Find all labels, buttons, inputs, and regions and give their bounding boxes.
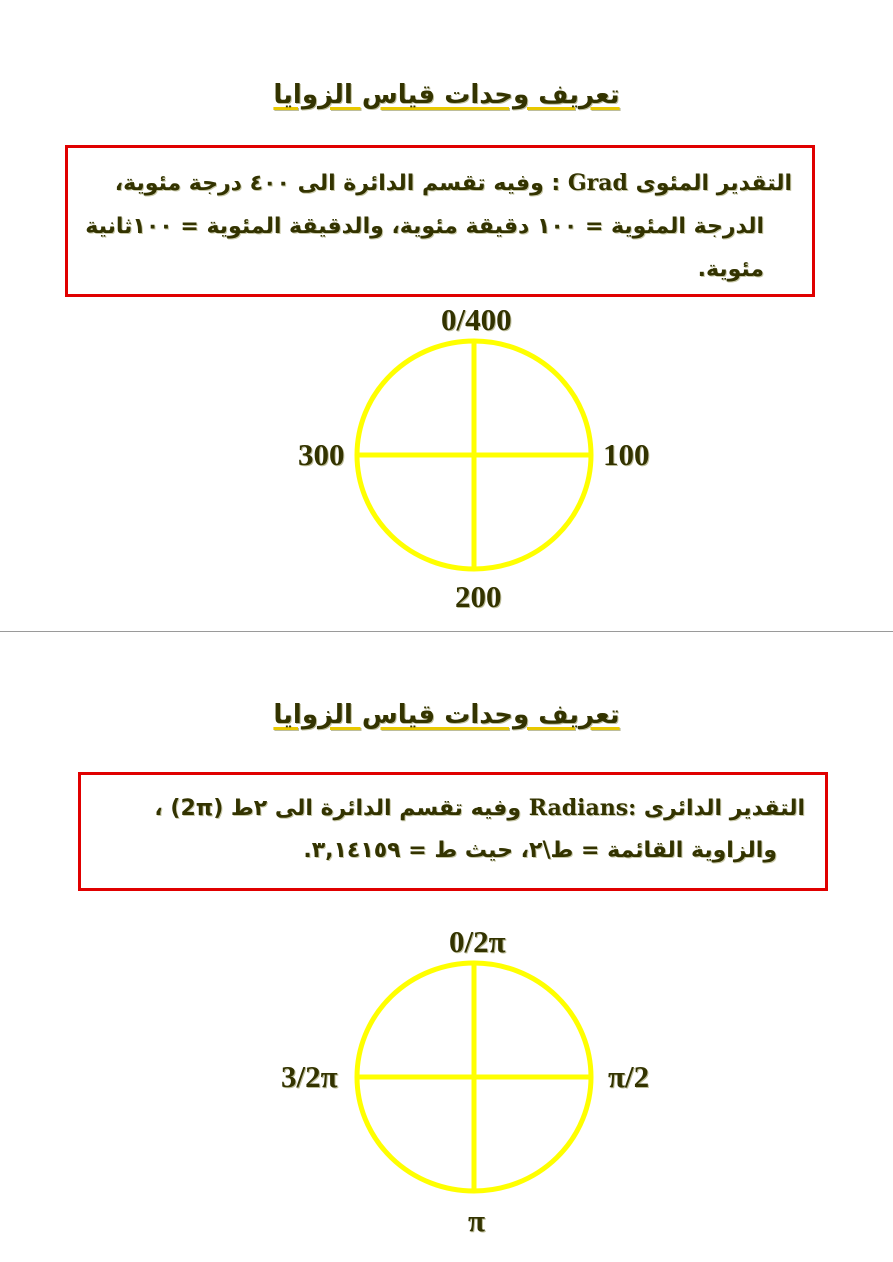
slide-title-text: تعريف وحدات قياس الزوايا: [273, 700, 620, 730]
definition-box: [78, 772, 828, 891]
label-left: 3/2π: [281, 1059, 338, 1094]
label-left: 300: [298, 437, 345, 472]
radians-circle-diagram: [350, 957, 600, 1197]
definition-line-1: [97, 787, 805, 830]
definition-line-2: الدرجة المئوية = ١٠٠ دقيقة مئوية، والدقيقة المئوية = ١٠٠ثانية: [85, 214, 764, 239]
slide-radians: [0, 632, 893, 1262]
slide-title: [0, 80, 893, 110]
definition-suffix: وفيه تقسم الدائرة الى ٢ط (2π) ،: [154, 796, 522, 821]
definition-prefix: التقدير الدائرى: [643, 796, 805, 821]
definition-suffix: : وفيه تقسم الدائرة الى ٤٠٠ درجة مئوية،: [114, 171, 561, 196]
definition-line-3: مئوية.: [697, 257, 764, 282]
grad-circle-diagram: [350, 335, 600, 575]
definition-line-2: والزاوية القائمة = ط\٢، حيث ط = ٣,١٤١٥٩.: [303, 838, 777, 863]
label-bottom: 200: [455, 579, 502, 614]
slide-title-text: تعريف وحدات قياس الزوايا: [273, 80, 620, 110]
definition-box: [65, 145, 815, 297]
label-right: π/2: [608, 1059, 650, 1094]
slide-title: [0, 700, 893, 730]
label-top: 0/400: [441, 302, 512, 337]
definition-term: Grad: [567, 170, 628, 196]
label-right: 100: [603, 437, 650, 472]
definition-line-1: [84, 162, 792, 205]
definition-term: Radians:: [528, 795, 637, 821]
definition-prefix: التقدير المئوى: [635, 171, 792, 196]
label-top: 0/2π: [449, 924, 506, 959]
label-bottom: π: [468, 1203, 485, 1238]
